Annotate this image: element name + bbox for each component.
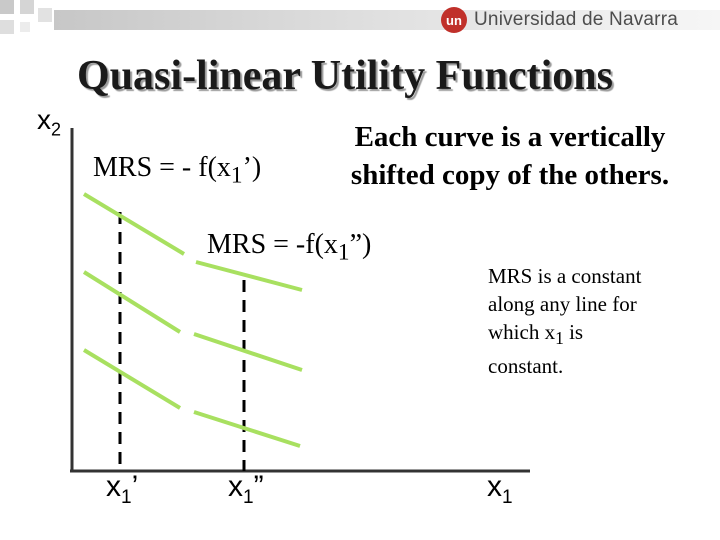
indifference-curve-1-left	[84, 194, 184, 254]
mrs-label-x1-double-prime: MRS = $-f(x_1”)$	[207, 229, 372, 266]
mrs-label-x1-prime: MRS = - $f(x_1’)$	[93, 152, 262, 189]
indifference-curve-2-right	[194, 334, 302, 370]
slide-title: Quasi-linear Utility Functions	[77, 53, 613, 99]
indifference-curve-3-left	[84, 350, 180, 408]
x-axis-label: $x_1$	[487, 470, 513, 508]
logo-mark-icon: un	[441, 7, 467, 33]
logo-text: Universidad de Navarra	[474, 9, 678, 30]
tick-label-x1-double-prime: $x_1$”	[228, 470, 264, 508]
constant-mrs-note: MRS is a constant along any line for which $x_1$ is constant.	[488, 264, 642, 379]
vertical-shift-note: Each curve is a vertically shifted copy of the others.	[350, 121, 670, 191]
indifference-curve-3-right	[194, 412, 300, 446]
y-axis-label: $x_2$	[37, 104, 62, 140]
indifference-curve-2-left	[84, 272, 180, 332]
tick-label-x1-prime: $x_1$’	[106, 470, 139, 508]
